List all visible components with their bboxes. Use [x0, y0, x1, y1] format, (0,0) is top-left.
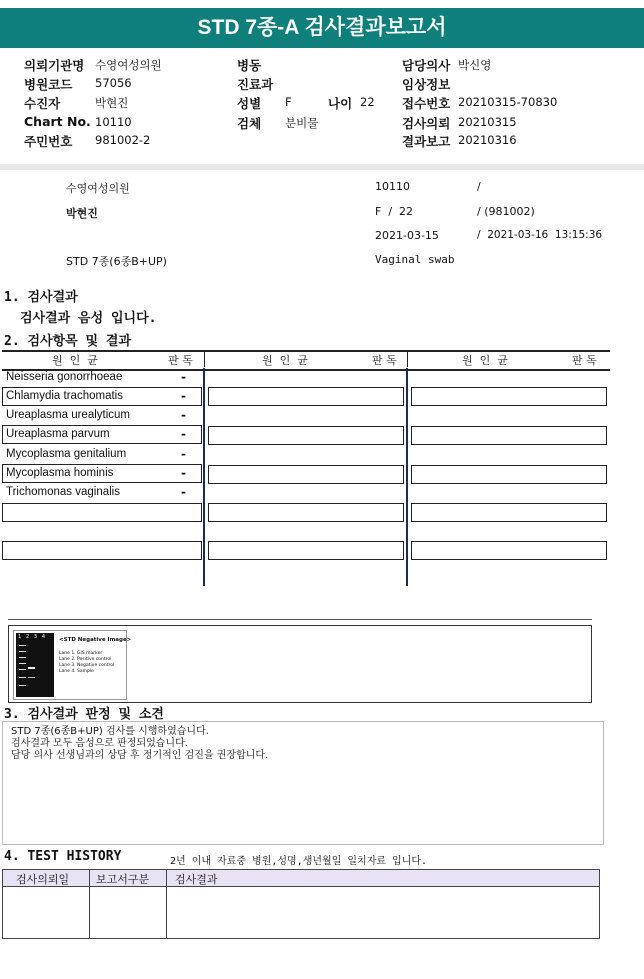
age-label: 나이 — [328, 96, 353, 111]
opinion-line: STD 7종(6종B+UP) 검사를 시행하였습니다. — [11, 726, 209, 737]
header-value: 박신영 — [458, 58, 492, 72]
gel-title: <STD Negative Image> — [59, 637, 132, 643]
organism-name: Ureaplasma urealyticum — [6, 409, 130, 421]
header-value: 수영여성의원 — [95, 58, 162, 72]
section-2-title: 2. 검사항목 및 결과 — [4, 334, 132, 349]
gel-photo — [16, 633, 54, 697]
header-label: 결과보고 — [402, 134, 451, 149]
empty-cell — [208, 541, 404, 560]
organism-name: Chlamydia trachomatis — [6, 390, 123, 402]
header-label: Chart No. — [24, 114, 91, 129]
col-divider — [204, 352, 205, 367]
history-col-result: 검사결과 — [175, 873, 218, 886]
col-organism-2: 원 인 균 — [262, 354, 308, 367]
opinion-text — [11, 726, 268, 762]
empty-cell — [208, 426, 404, 445]
header-label: 수진자 — [24, 96, 61, 111]
organism-name: Mycoplasma hominis — [6, 467, 114, 479]
empty-cell — [208, 465, 404, 484]
col-organism-3: 원 인 균 — [462, 354, 508, 367]
summary-slash: / — [477, 180, 481, 193]
header-label: 검사의뢰 — [402, 116, 451, 131]
section-1-title: 1. 검사결과 — [4, 290, 78, 305]
header-value: 20210316 — [458, 133, 517, 147]
header-value: 20210315-70830 — [458, 95, 558, 109]
opinion-line: 담당 의사 선생님과의 상담 후 정기적인 검진을 권장합니다. — [11, 750, 269, 761]
header-value: 57056 — [95, 76, 132, 90]
header-value: F — [285, 95, 292, 109]
empty-cell — [411, 465, 607, 484]
header-label: 담당의사 — [402, 58, 451, 73]
history-col-type: 보고서구분 — [96, 873, 150, 886]
organism-result: - — [181, 427, 186, 441]
empty-cell — [208, 503, 404, 522]
history-note: 2년 이내 자료중 병원,성명,생년월일 일치자료 입니다. — [170, 856, 428, 867]
gel-legend-item: Lane 3. Negative control — [59, 663, 115, 668]
organism-result: - — [181, 447, 186, 461]
header-value: 10110 — [95, 115, 132, 129]
section-4-title: 4. TEST HISTORY — [4, 849, 122, 864]
summary-reported: / 2021-03-16 13:15:36 — [477, 229, 603, 241]
col-organism-1: 원 인 균 — [52, 354, 98, 367]
report-title: STD 7종-A 검사결과보고서 — [0, 8, 644, 48]
organism-name: Neisseria gonorrhoeae — [6, 371, 123, 383]
col-divider — [407, 352, 408, 367]
header-value: 분비물 — [285, 116, 319, 130]
header-label: 접수번호 — [402, 96, 451, 111]
age-value: 22 — [360, 95, 375, 109]
header-label: 병원코드 — [24, 77, 73, 92]
header-label: 임상정보 — [402, 77, 451, 92]
header-label: 성별 — [237, 96, 262, 111]
section-3-title: 3. 검사결과 판정 및 소견 — [4, 707, 164, 722]
history-header-row — [3, 870, 599, 887]
divider-line — [8, 619, 592, 620]
section-1-text: 검사결과 음성 입니다. — [20, 311, 157, 326]
empty-cell — [411, 426, 607, 445]
opinion-box — [2, 721, 604, 845]
header-label: 검체 — [237, 116, 262, 131]
summary-patient: 박현진 — [66, 207, 98, 220]
divider — [0, 164, 644, 170]
header-label: 의뢰기관명 — [24, 58, 85, 73]
empty-cell — [411, 503, 607, 522]
organism-result: - — [181, 485, 186, 499]
col-result-3: 판 독 — [572, 354, 597, 367]
header-value: 박현진 — [95, 96, 129, 110]
gel-legend-item: Lane 2. Positive control — [59, 657, 112, 662]
summary-rrn: / (981002) — [477, 205, 535, 218]
empty-cell — [2, 541, 202, 560]
empty-cell — [2, 503, 202, 522]
summary-specimen: Vaginal swab — [375, 253, 455, 266]
col-result-2: 판 독 — [372, 354, 397, 367]
organism-result: - — [181, 389, 186, 403]
gel-lanes: 1 2 3 4 — [18, 634, 46, 640]
gel-thumbnail — [13, 630, 132, 700]
gel-legend — [59, 651, 114, 675]
summary-sex-age: F / 22 — [375, 205, 414, 218]
empty-cell — [208, 387, 404, 406]
header-label: 진료과 — [237, 77, 274, 92]
organism-result: - — [181, 408, 186, 422]
organism-name: Ureaplasma parvum — [6, 428, 110, 440]
column-rule — [406, 368, 408, 586]
empty-cell — [411, 387, 607, 406]
col-result-1: 판 독 — [168, 354, 193, 367]
organism-result: - — [181, 466, 186, 480]
history-col-date: 검사의뢰일 — [16, 873, 70, 886]
header-label: 병동 — [237, 58, 262, 73]
opinion-line: 검사결과 모두 음성으로 판정되었습니다. — [11, 738, 188, 749]
header-value: 981002-2 — [95, 133, 151, 147]
empty-cell — [411, 541, 607, 560]
history-table — [2, 869, 600, 939]
summary-test: STD 7종(6종B+UP) — [66, 255, 167, 268]
organism-result: - — [181, 370, 186, 384]
organism-name: Mycoplasma genitalium — [6, 448, 127, 460]
summary-chart: 10110 — [375, 180, 410, 193]
gel-legend-item: Lane 1. GIS marker — [59, 651, 103, 656]
gel-image-frame — [8, 625, 592, 703]
summary-hospital: 수영여성의원 — [66, 182, 130, 195]
column-rule — [203, 368, 205, 586]
summary-received: 2021-03-15 — [375, 229, 439, 242]
header-label: 주민번호 — [24, 134, 73, 149]
organism-name: Trichomonas vaginalis — [6, 486, 120, 498]
header-value: 20210315 — [458, 115, 517, 129]
gel-legend-item: Lane 4. Sample — [59, 669, 94, 674]
